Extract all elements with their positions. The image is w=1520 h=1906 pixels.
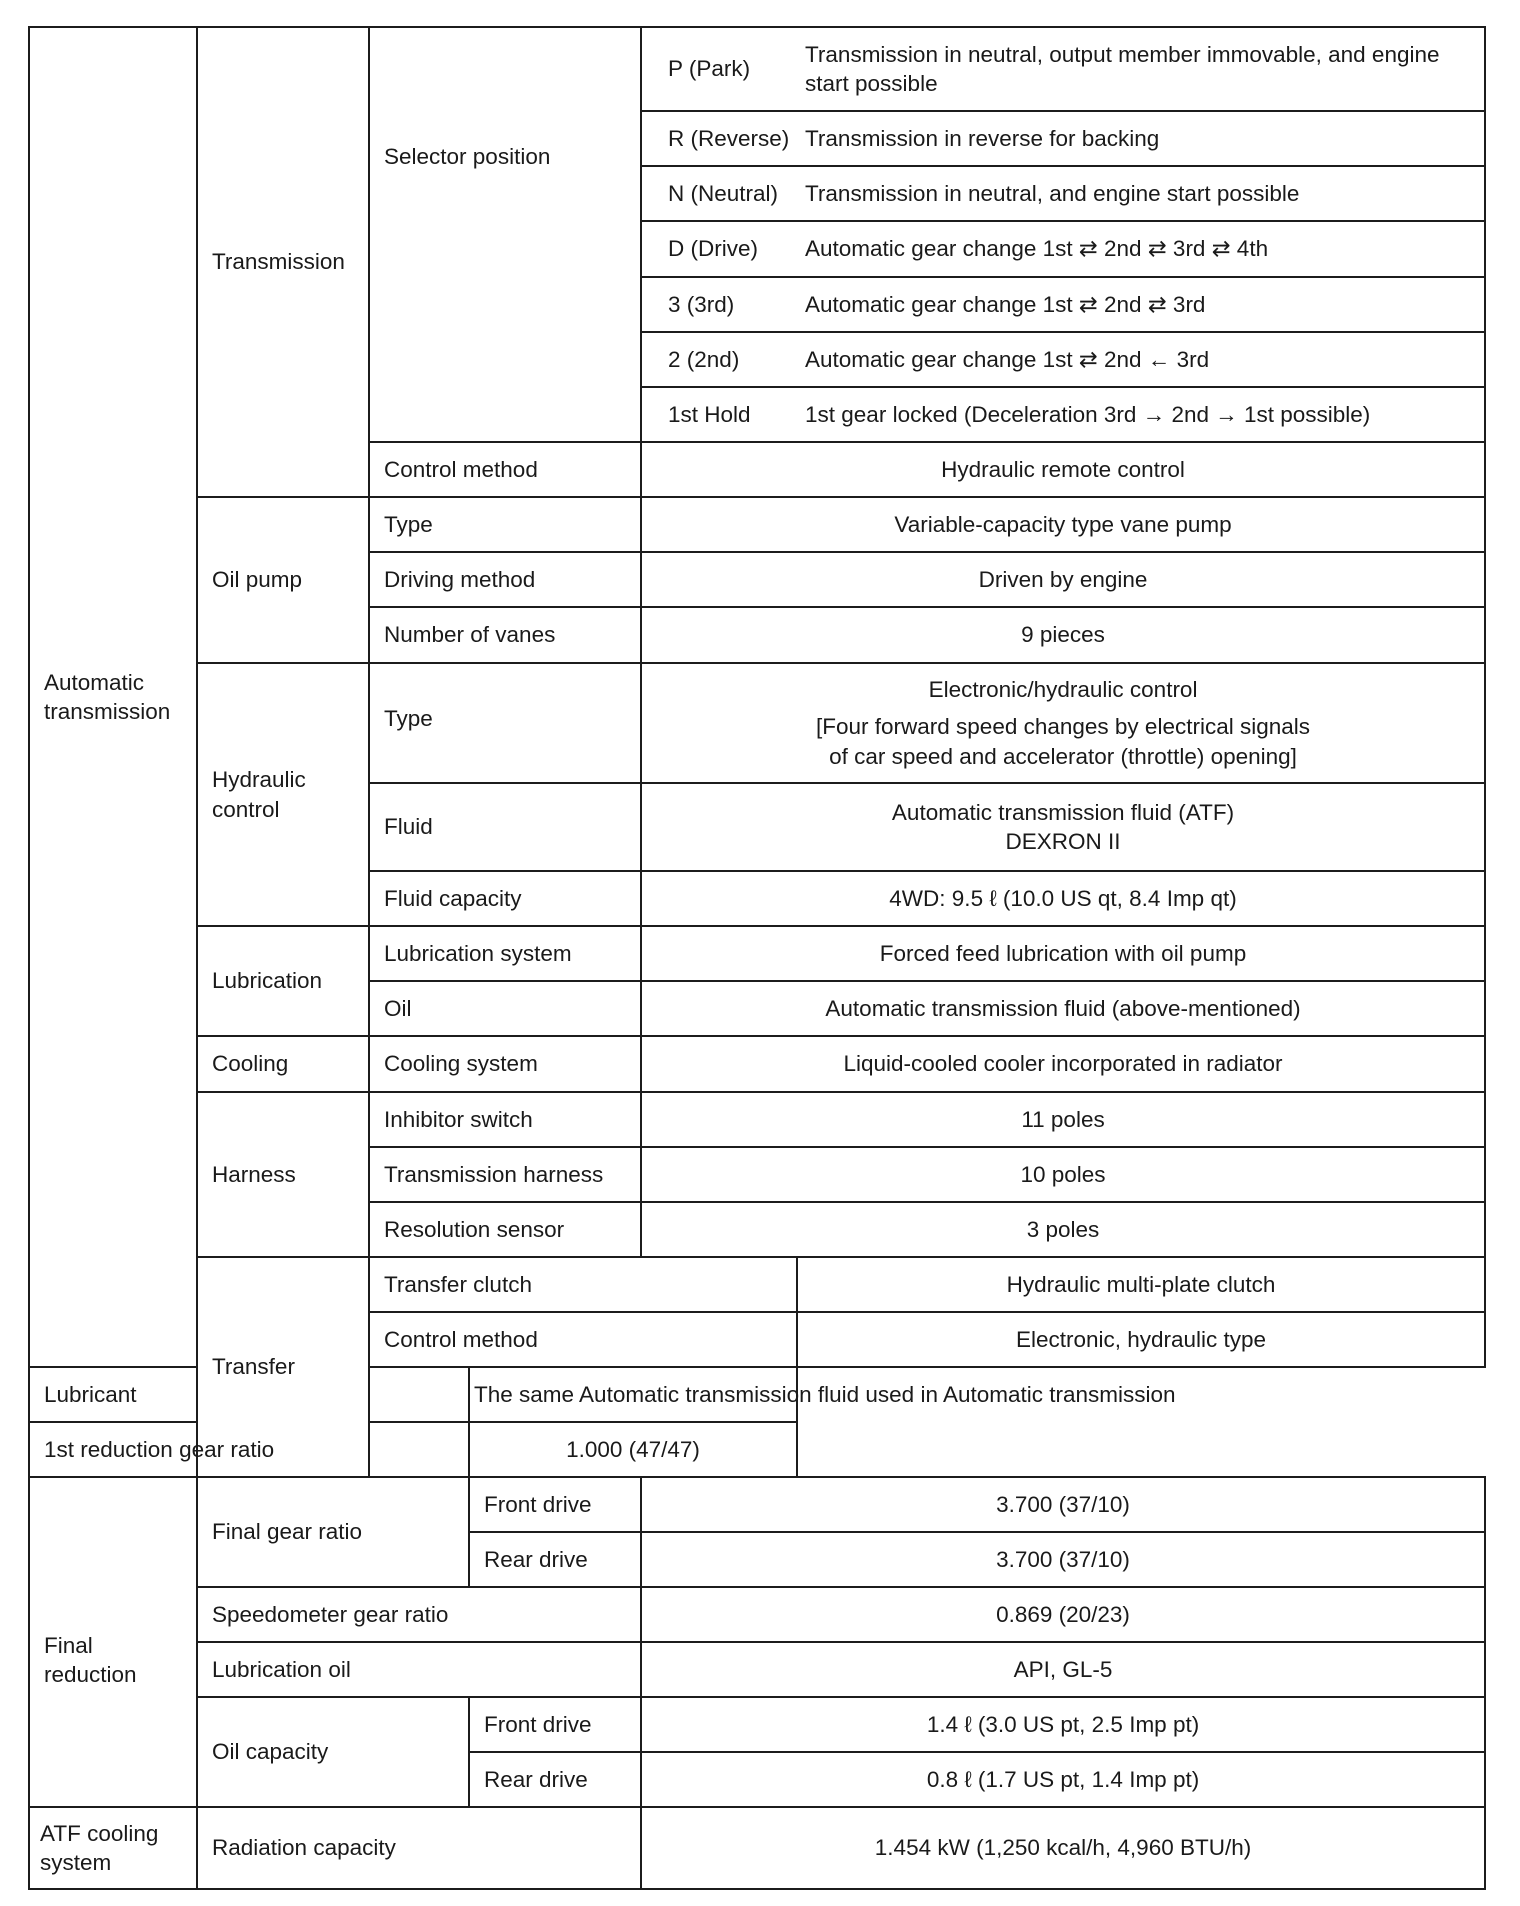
number-of-vanes-value: 9 pieces bbox=[641, 607, 1485, 663]
speedometer-gear-ratio-value: 0.869 (20/23) bbox=[641, 1587, 1485, 1642]
table-row bbox=[29, 663, 1485, 783]
transmission-harness-value: 10 poles bbox=[641, 1147, 1485, 1202]
lubrication-oil-final-label: Lubrication oil bbox=[197, 1642, 641, 1697]
oil-capacity-front-value: 1.4 ℓ (3.0 US pt, 2.5 Imp pt) bbox=[641, 1697, 1485, 1752]
fluid-capacity-label: Fluid capacity bbox=[369, 871, 641, 926]
automatic-transmission-label: Automatic transmission bbox=[29, 27, 197, 1367]
transfer-label: Transfer bbox=[197, 1257, 369, 1477]
table-row bbox=[29, 1697, 1485, 1752]
speedometer-gear-ratio-label: Speedometer gear ratio bbox=[197, 1587, 641, 1642]
position-code-drive: D (Drive) bbox=[641, 221, 797, 277]
driving-method-label: Driving method bbox=[369, 552, 641, 607]
final-gear-front-value: 3.700 (37/10) bbox=[641, 1477, 1485, 1532]
lubricant-label: Lubricant bbox=[29, 1367, 469, 1422]
position-description-2nd: Automatic gear change 1st ⇄ 2nd ← 3rd bbox=[797, 332, 1485, 387]
table-row bbox=[29, 926, 1485, 981]
final-gear-ratio-label: Final gear ratio bbox=[197, 1477, 469, 1587]
table-row bbox=[29, 1092, 1485, 1147]
position-code-3rd: 3 (3rd) bbox=[641, 277, 797, 332]
transmission-harness-label: Transmission harness bbox=[369, 1147, 641, 1202]
table-row bbox=[29, 27, 1485, 111]
cooling-system-value: Liquid-cooled cooler incorporated in radiator bbox=[641, 1036, 1485, 1092]
specifications-table bbox=[28, 26, 1486, 1890]
position-code-park: P (Park) bbox=[641, 27, 797, 111]
resolution-sensor-label: Resolution sensor bbox=[369, 1202, 641, 1257]
harness-label: Harness bbox=[197, 1092, 369, 1257]
hydraulic-type-line-2: [Four forward speed changes by electrical signals bbox=[816, 714, 1311, 740]
lubrication-oil-value: Automatic transmission fluid (above-mentioned) bbox=[641, 981, 1485, 1036]
number-of-vanes-label: Number of vanes bbox=[369, 607, 641, 663]
cooling-label: Cooling bbox=[197, 1036, 369, 1092]
table-row bbox=[29, 497, 1485, 552]
table-row bbox=[29, 1807, 1485, 1889]
transfer-control-method-value: Electronic, hydraulic type bbox=[797, 1312, 1485, 1367]
transfer-clutch-label: Transfer clutch bbox=[369, 1257, 797, 1312]
oil-pump-type-label: Type bbox=[369, 497, 641, 552]
radiation-capacity-value: 1.454 kW (1,250 kcal/h, 4,960 BTU/h) bbox=[641, 1807, 1485, 1889]
oil-capacity-rear-value: 0.8 ℓ (1.7 US pt, 1.4 Imp pt) bbox=[641, 1752, 1485, 1807]
control-method-value: Hydraulic remote control bbox=[641, 442, 1485, 497]
position-description-3rd: Automatic gear change 1st ⇄ 2nd ⇄ 3rd bbox=[797, 277, 1485, 332]
position-description-1st-hold: 1st gear locked (Deceleration 3rd → 2nd → 1st possible) bbox=[797, 387, 1485, 442]
oil-capacity-front-label: Front drive bbox=[469, 1697, 641, 1752]
fluid-capacity-value: 4WD: 9.5 ℓ (10.0 US qt, 8.4 Imp qt) bbox=[641, 871, 1485, 926]
transmission-label: Transmission bbox=[197, 27, 369, 497]
hydraulic-type-line-3: of car speed and accelerator (throttle) opening] bbox=[829, 743, 1297, 769]
selector-position-label: Selector position bbox=[369, 27, 641, 442]
lubrication-system-label: Lubrication system bbox=[369, 926, 641, 981]
reduction-gear-ratio-label: 1st reduction gear ratio bbox=[29, 1422, 469, 1477]
table-row bbox=[29, 1477, 1485, 1532]
final-gear-front-label: Front drive bbox=[469, 1477, 641, 1532]
table-row bbox=[29, 1422, 1485, 1477]
position-code-reverse: R (Reverse) bbox=[641, 111, 797, 166]
cooling-system-label: Cooling system bbox=[369, 1036, 641, 1092]
transfer-control-method-label: Control method bbox=[369, 1312, 797, 1367]
inhibitor-switch-label: Inhibitor switch bbox=[369, 1092, 641, 1147]
oil-capacity-label: Oil capacity bbox=[197, 1697, 469, 1807]
lubrication-oil-final-value: API, GL-5 bbox=[641, 1642, 1485, 1697]
position-description-neutral: Transmission in neutral, and engine start possible bbox=[797, 166, 1485, 221]
table-row bbox=[29, 1642, 1485, 1697]
fluid-line-2: DEXRON II bbox=[1005, 829, 1121, 854]
oil-pump-label: Oil pump bbox=[197, 497, 369, 663]
position-code-1st-hold: 1st Hold bbox=[641, 387, 797, 442]
oil-pump-type-value: Variable-capacity type vane pump bbox=[641, 497, 1485, 552]
hydraulic-control-label: Hydraulic control bbox=[197, 663, 369, 926]
hydraulic-type-label: Type bbox=[369, 663, 641, 783]
reduction-gear-ratio-value: 1.000 (47/47) bbox=[469, 1422, 797, 1477]
table-row bbox=[29, 1036, 1485, 1092]
position-code-2nd: 2 (2nd) bbox=[641, 332, 797, 387]
hydraulic-type-line-1: Electronic/hydraulic control bbox=[928, 677, 1198, 703]
lubrication-oil-label: Oil bbox=[369, 981, 641, 1036]
atf-cooling-label: ATF cooling system bbox=[29, 1807, 197, 1889]
resolution-sensor-value: 3 poles bbox=[641, 1202, 1485, 1257]
fluid-value bbox=[641, 783, 1485, 871]
table-row bbox=[29, 1587, 1485, 1642]
final-gear-rear-label: Rear drive bbox=[469, 1532, 641, 1587]
hydraulic-type-value bbox=[641, 663, 1485, 783]
position-code-neutral: N (Neutral) bbox=[641, 166, 797, 221]
oil-capacity-rear-label: Rear drive bbox=[469, 1752, 641, 1807]
radiation-capacity-label: Radiation capacity bbox=[197, 1807, 641, 1889]
final-gear-rear-value: 3.700 (37/10) bbox=[641, 1532, 1485, 1587]
driving-method-value: Driven by engine bbox=[641, 552, 1485, 607]
fluid-line-1: Automatic transmission fluid (ATF) bbox=[891, 799, 1235, 825]
position-description-drive: Automatic gear change 1st ⇄ 2nd ⇄ 3rd ⇄ 4th bbox=[797, 221, 1485, 277]
lubrication-system-value: Forced feed lubrication with oil pump bbox=[641, 926, 1485, 981]
position-description-park: Transmission in neutral, output member immovable, and engine start possible bbox=[797, 27, 1485, 111]
inhibitor-switch-value: 11 poles bbox=[641, 1092, 1485, 1147]
final-reduction-label: Final reduction bbox=[29, 1477, 197, 1807]
transfer-clutch-value: Hydraulic multi-plate clutch bbox=[797, 1257, 1485, 1312]
lubrication-label: Lubrication bbox=[197, 926, 369, 1036]
fluid-label: Fluid bbox=[369, 783, 641, 871]
lubricant-value: The same Automatic transmission fluid used in Automatic transmission bbox=[469, 1367, 797, 1422]
control-method-label: Control method bbox=[369, 442, 641, 497]
table-row bbox=[29, 1257, 1485, 1312]
position-description-reverse: Transmission in reverse for backing bbox=[797, 111, 1485, 166]
